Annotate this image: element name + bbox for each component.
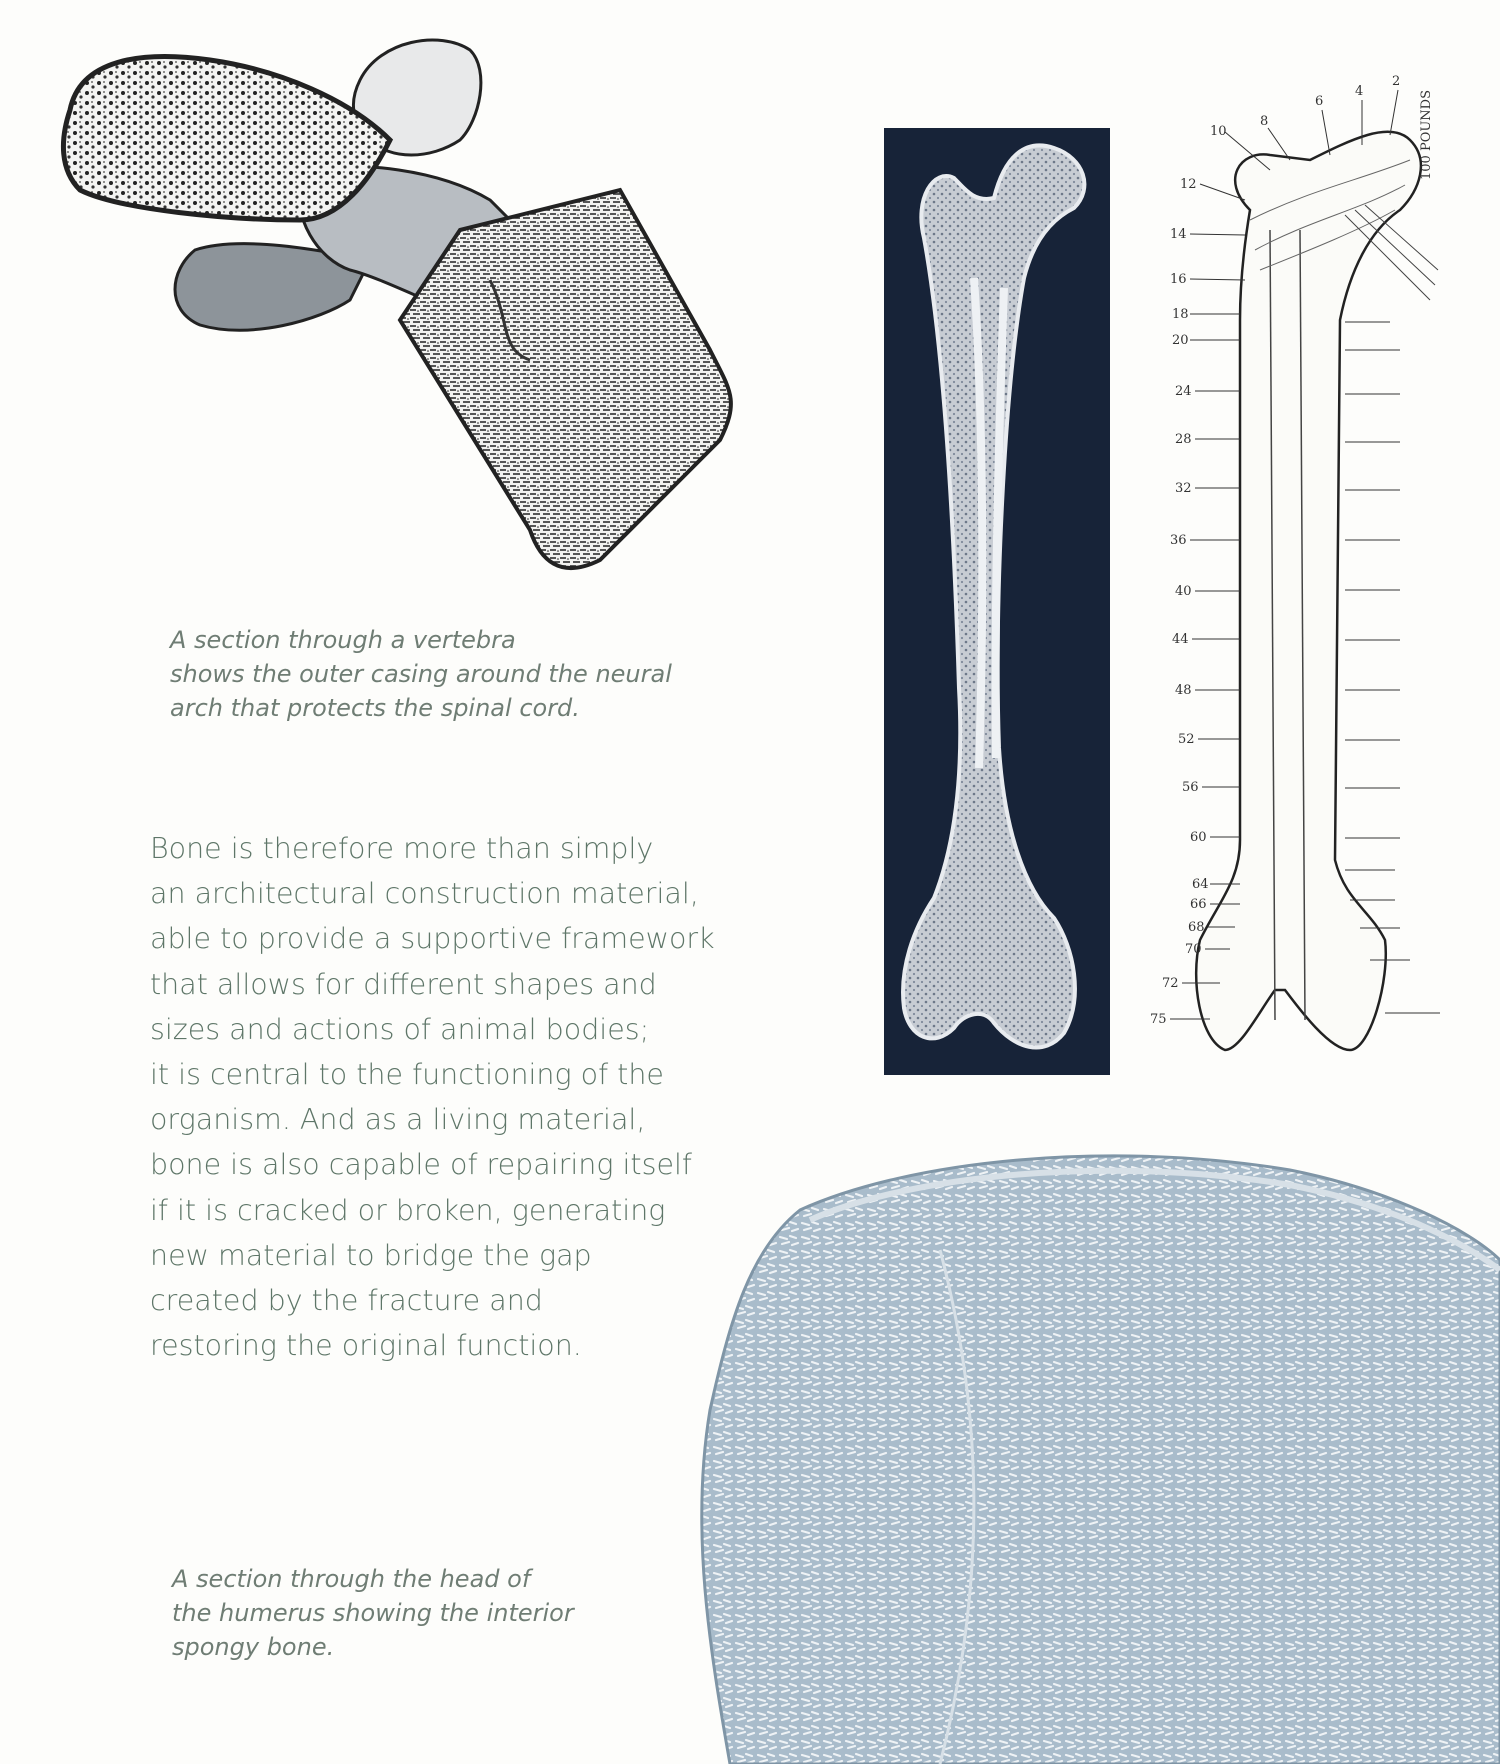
top-label: 6 (1315, 94, 1324, 109)
level-label: 56 (1182, 780, 1199, 795)
humerus-caption-line: the humerus showing the interior (172, 1599, 574, 1627)
level-label: 20 (1172, 333, 1189, 348)
paragraph-line: organism. And as a living material, (150, 1103, 646, 1137)
level-label: 68 (1188, 920, 1205, 935)
level-label: 66 (1190, 897, 1207, 912)
paragraph-line: sizes and actions of animal bodies; (150, 1012, 650, 1046)
vertebra-illustration (60, 20, 830, 640)
vertebra-caption-line: shows the outer casing around the neural (170, 660, 672, 688)
level-label: 18 (1172, 307, 1189, 322)
level-label: 12 (1180, 177, 1197, 192)
vertebra-caption-line: arch that protects the spinal cord. (170, 694, 580, 722)
level-label: 48 (1175, 683, 1192, 698)
paragraph-line: it is central to the functioning of the (150, 1057, 664, 1091)
level-label: 14 (1170, 227, 1187, 242)
level-label: 72 (1162, 976, 1179, 991)
top-label: 4 (1355, 84, 1364, 99)
paragraph-line: bone is also capable of repairing itself (150, 1148, 692, 1182)
level-label: 24 (1175, 384, 1192, 399)
level-labels (1150, 177, 1209, 1027)
humerus-caption-line: A section through the head of (172, 1565, 531, 1593)
vertebra-caption-line: A section through a vertebra (170, 626, 516, 654)
humerus-caption (172, 1562, 574, 1664)
level-label: 64 (1192, 877, 1209, 892)
level-label: 60 (1190, 830, 1207, 845)
vertebra-caption (170, 623, 672, 725)
level-label: 40 (1175, 584, 1192, 599)
level-label: 75 (1150, 1012, 1167, 1027)
paragraph-line: Bone is therefore more than simply (150, 832, 654, 865)
level-label: 44 (1172, 632, 1189, 647)
paragraph-line: able to provide a supportive framework (150, 922, 715, 956)
femur-xray (884, 128, 1110, 1075)
level-label: 16 (1170, 272, 1187, 287)
top-label: 8 (1260, 114, 1269, 129)
paragraph-line: that allows for different shapes and (150, 967, 657, 1001)
level-label: 28 (1175, 432, 1192, 447)
top-label: 10 (1210, 124, 1227, 139)
paragraph-line: new material to bridge the gap (150, 1238, 592, 1272)
paragraph-line: if it is cracked or broken, generating (150, 1193, 666, 1227)
paragraph-line: an architectural construction material, (150, 877, 699, 911)
humerus-section-illustration (690, 1150, 1500, 1764)
humerus-caption-line: spongy bone. (172, 1633, 335, 1661)
level-label: 36 (1170, 533, 1187, 548)
paragraph-line: restoring the original function. (150, 1329, 582, 1363)
femur-force-diagram (1130, 60, 1470, 1060)
top-label: 2 (1392, 74, 1401, 89)
femur-xray-bone (884, 128, 1110, 1075)
units-label: 100 POUNDS (1419, 89, 1434, 180)
level-label: 32 (1175, 481, 1192, 496)
main-paragraph (150, 826, 715, 1368)
level-label: 52 (1178, 732, 1195, 747)
paragraph-line: created by the fracture and (150, 1283, 543, 1317)
level-label: 70 (1185, 942, 1202, 957)
